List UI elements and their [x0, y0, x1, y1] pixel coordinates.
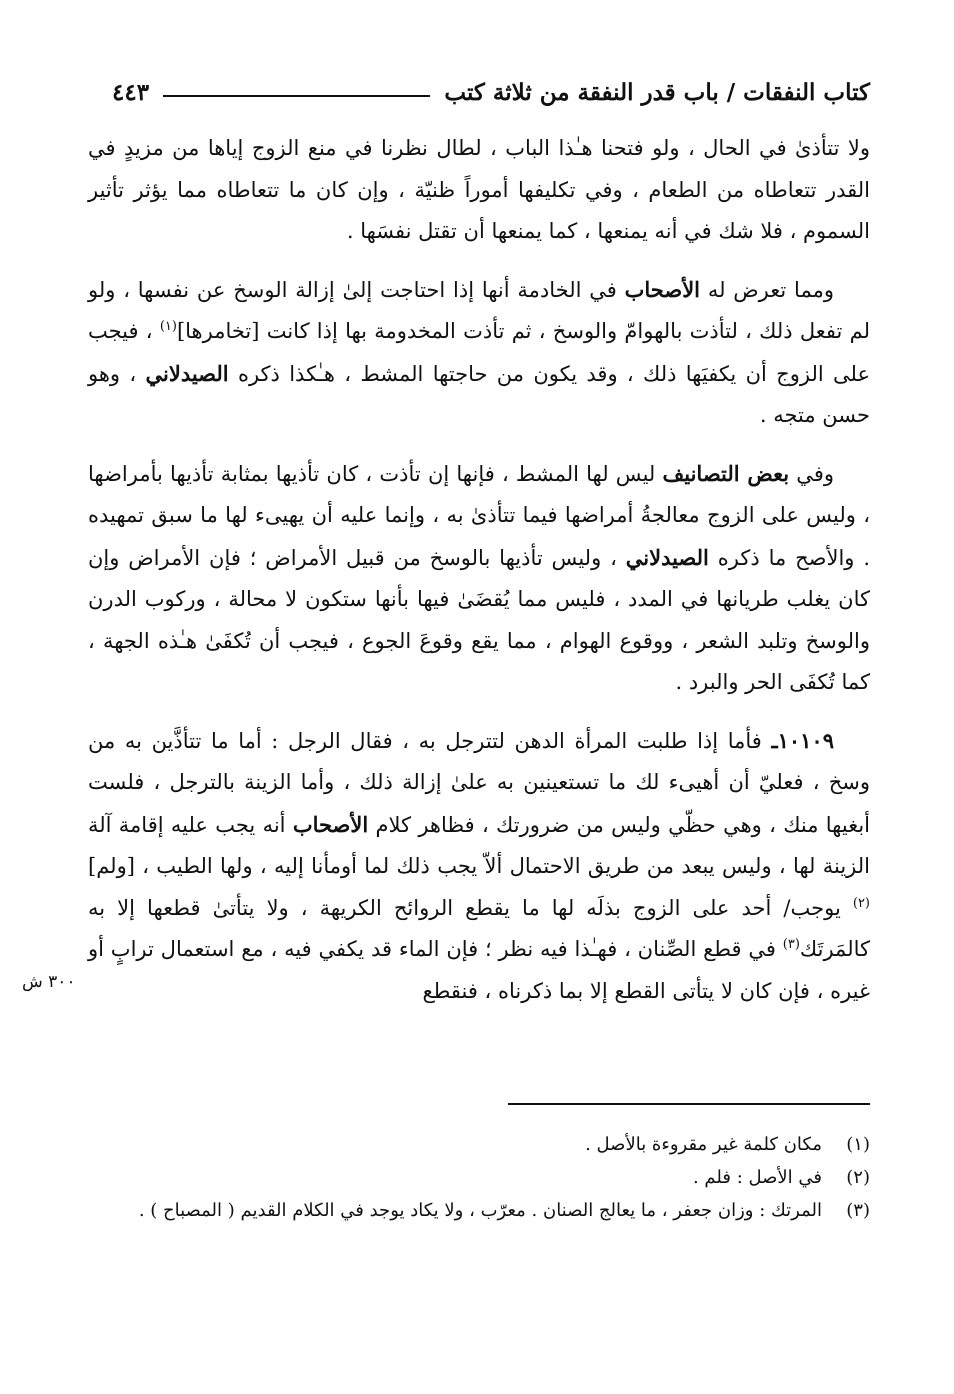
footnote-separator [508, 1103, 870, 1105]
paragraph-1-line-3: تأثير السموم ، فلا شك في أنه يمنعها ، كما يمنعها أن تقتل نفسَها . [88, 177, 870, 243]
main-text [88, 128, 870, 1012]
footnote-1-number: (١) [846, 1134, 870, 1155]
p2-term-saydalani: الصيدلاني [145, 360, 229, 386]
footnote-2 [90, 1161, 870, 1194]
p3-term-saydalani: الصيدلاني [625, 544, 709, 570]
p2-text-a: ومما تعرض له [700, 277, 834, 302]
p3-text-e: ، وليس تأذيها بالوسخ من قبيل الأمراض ؛ فإن الأمراض وإن كان يغلب طريانها في المدد ، فليس مما يُقضَىٰ فيها بأنها ستكون لا محالة ، وركوب الدرن والوسخ وتلبد الشعر ، ووقوع الهوام ، مما يقع وقوعَ الجوع ، فيجب أن تُكفَىٰ هـٰذه الجهة ، كما تُكفَى الحر والبرد . [88, 545, 870, 694]
p4-term-ashab: الأصحاب [292, 811, 369, 837]
p4-text-d: يوجب/ أحد على الزوج بذلَه لها ما يقطع الروائح الكريهة ، ولا يتأتىٰ قطعها إلا به كالمَرتَك [88, 895, 870, 961]
p4-text-a: فأما إذا طلبت المرأة الدهن لتترجل به ، فقال الرجل : أما ما تتأذَّين به من وسخ ، فعليّ أن أهيىء لك ما تستعينين به علىٰ إزالة ذلك ، وأما الزينة بالترجل ، فلست أبغيها منك ، وهي حظّي وليس من ضرورتك ، فظاهر كلام [88, 728, 871, 837]
paragraph-3 [88, 453, 870, 704]
p2-text-f: ، وهو حسن متجه . [88, 361, 870, 427]
paragraph-2 [88, 269, 870, 437]
page-number: ٤٤٣ [112, 78, 150, 106]
footnote-2-text: في الأصل : فلم . [692, 1167, 822, 1188]
section-number: ١٠١٠٩ـ [771, 727, 834, 753]
footnote-3 [90, 1194, 870, 1227]
running-header [112, 72, 870, 112]
p2-text-c: في الخادمة أنها إذا احتاجت إلىٰ إزالة الوسخ عن نفسها ، ولو لم تفعل ذلك ، لتأذت بالهوامّ والوسخ ، ثم تأذت المخدومة بها إذا كانت [تخامرها] [88, 277, 870, 343]
header-title: كتاب النفقات / باب قدر النفقة من ثلاثة كتب [444, 78, 870, 106]
paragraph-1 [88, 128, 870, 253]
header-rule [163, 95, 430, 97]
footnote-ref-2[interactable]: (٢) [852, 895, 870, 911]
footnote-3-number: (٣) [846, 1200, 870, 1221]
footnote-2-number: (٢) [846, 1167, 870, 1188]
footnote-3-text: المرتك : وزان جعفر ، ما يعالج الصنان . معرّب ، ولا يكاد يوجد في الكلام القديم ( المصباح ) . [138, 1200, 822, 1221]
paragraph-1-line-1: ولا تتأذىٰ في الحال ، ولو فتحنا هـٰذا الباب ، لطال نظرنا في منع الزوج إياها من مزيدٍ [124, 136, 870, 160]
footnotes [90, 1128, 870, 1227]
paragraph-1-line-2: في القدر تتعاطاه من الطعام ، وفي تكليفها أموراً ظنيّة ، وإن كان ما تتعاطاه مما يؤثر [88, 136, 870, 202]
paragraph-4 [88, 720, 870, 1013]
p3-term-tasanif: بعض التصانيف [662, 460, 790, 486]
footnote-1-text: مكان كلمة غير مقروءة بالأصل . [585, 1134, 822, 1155]
p2-text-d: ، فيجب على الزوج أن يكفيَها ذلك ، وقد يكون من حاجتها المشط ، هـٰكذا ذكره [88, 319, 870, 386]
p3-text-a: وفي [789, 461, 834, 486]
footnote-ref-3[interactable]: (٣) [782, 937, 800, 952]
p2-term-ashab: الأصحاب [624, 276, 701, 302]
p3-text-c: ليس لها المشط ، فإنها إن تأذت ، كان تأذيها بمثابة تأذيها بأمراضها ، وليس على الزوج معالجةُ أمراضها فيما تتأذىٰ به ، وإنما عليه أن يهيىء لها ما سبق تمهيده . والأصح ما ذكره [88, 461, 870, 570]
footnote-1 [90, 1128, 870, 1161]
margin-page-reference: ٣٠٠ ش [22, 972, 76, 992]
p4-text-e: في قطع الصِّنان ، فهـٰذا فيه نظر ؛ فإن الماء قد يكفي فيه ، مع استعمال ترابٍ أو غيره ، فإن كان لا يتأتى القطع إلا بما ذكرناه ، فنقطع [88, 937, 870, 1003]
footnote-ref-1[interactable]: (١) [159, 319, 177, 334]
p4-text-c: أنه يجب عليه إقامة آلة الزينة لها ، وليس يبعد من طريق الاحتمال ألاّ يجب ذلك لما أومأنا إليه ، ولها الطيب ، [ولم] [88, 812, 870, 878]
